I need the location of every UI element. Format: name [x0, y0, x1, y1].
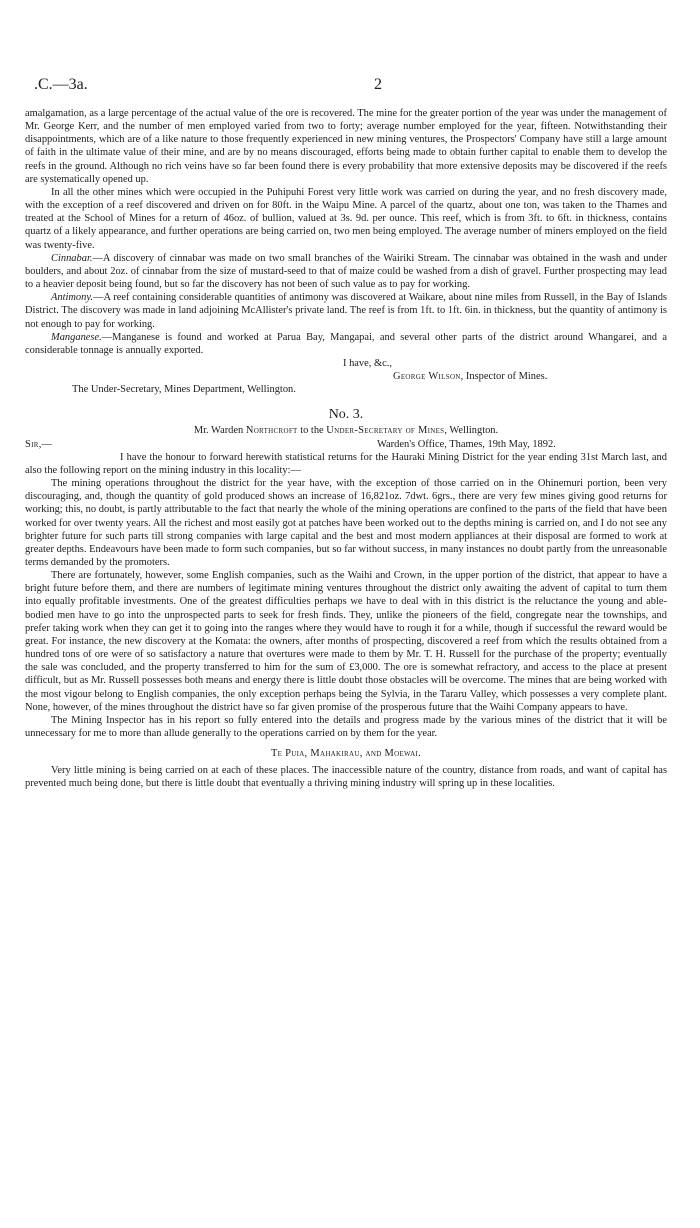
signature — [25, 370, 667, 383]
addressee: The Under-Secretary, Mines Department, Wellington. — [72, 384, 296, 396]
manganese-term: Manganese. — [51, 331, 102, 343]
page-number: 2 — [374, 76, 382, 93]
cinnabar-paragraph — [25, 252, 667, 291]
closing-line: I have, &c., — [343, 357, 392, 369]
paragraph: Very little mining is being carried on at each of these places. The inaccessible nature of the country, distance from roads, and want of capital has prevented much being done, but there is little doubt that eventually a thriving mining industry will spring up in these localities. — [25, 765, 667, 790]
paragraph: The Mining Inspector has in his report so fully entered into the details and progress made by the various mines of the district that it will be unnecessary for me to more than allude generally to the operations carried on by them for the year. — [25, 714, 667, 740]
antimony-paragraph — [25, 291, 667, 330]
antimony-term: Antimony. — [51, 292, 94, 304]
paragraph: There are fortunately, however, some English companies, such as the Waihi and Crown, in the upper portion of the district, that appear to have a bright future before them, and there are numbers of legitimate mining ventures throughout the district only awaiting the advent of capital to turn them into equally profitable investments. One of the greatest difficulties perhaps we have to deal with in this district is the reluctance the young and able-bodied men have to go into the unprospected parts to seek for fresh finds. They, unlike the pioneers of the field, congregate near the townships, and prefer taking work when they can get it to going into the ranges where they would have to rough it for a while, though if successful the reward would be great. For instance, the new discovery at the Komata: the owners, after months of prospecting, discovered a reef from which the results obtained from a hundred tons of ore were of so satisfactory a nature that overtures were made to them by Mr. T. H. Russell for the purchase of the property; eventually the sale was concluded, and the property transferred to him for the sum of £3,000. The ore is somewhat refractory, and access to the place at present difficult, but as Mr. Russell possesses both means and energy there is little doubt those obstacles will be overcome. The mines that are being worked with the most vigour belong to English companies, the only exception perhaps being the Sylvia, in the Tararu Valley, which possesses a very complete plant. None, however, of the mines throughout the district have so far given promise of the prosperous future that the Waihi Company appears to have. — [25, 570, 667, 713]
section-title — [25, 424, 667, 437]
manganese-text: —Manganese is found and worked at Parua Bay, Mangapai, and several other parts of the district around Whangarei, and a considerable tonnage is annually exported. — [25, 331, 667, 356]
signature-name: George Wilson — [393, 371, 461, 383]
subheading: Te Puia, Mahakirau, and Moewai. — [270, 748, 422, 760]
salutation-line — [25, 438, 667, 451]
salutation: Sir,— — [25, 438, 53, 450]
recipient-name: Under-Secretary of Mines — [326, 425, 445, 437]
paragraph: In all the other mines which were occupied in the Puhipuhi Forest very little work was carried on during the year, and no fresh discovery made, with the exception of a reef discovered and driven on for 80ft. in the Waipu Mine. A parcel of the quartz, about one ton, was taken to the Thames and treated at the School of Mines for a return of 46oz. of bullion, valued at 3s. 9d. per ounce. This reef, which is from 3ft. to 6ft. in thickness, contains quartz of a likely appearance, and further operations are being carried on, two men being employed. The average number of miners employed on the field was twenty-five. — [25, 186, 667, 251]
title-text: , Wellington. — [444, 425, 499, 437]
title-text: Mr. Warden — [193, 425, 246, 437]
cinnabar-text: —A discovery of cinnabar was made on two small branches of the Wairiki Stream. The cinnabar was obtained in the wash and under boulders, and about 2oz. of cinnabar from the size of mustard-seed to that of maize could be washed from a dish of gravel. Further prospecting may lead to a heavier deposit being found, but so far the discovery has not been of such value as to pay for working. — [25, 252, 667, 291]
paragraph: I have the honour to forward herewith statistical returns for the Hauraki Mining District for the year ending 31st March last, and also the following report on the mining industry in this locality:— — [25, 451, 667, 476]
page-header — [34, 76, 666, 98]
antimony-text: —A reef containing considerable quantities of antimony was discovered at Waikare, about nine miles from Russell, in the Bay of Islands District. The discovery was made in land adjoining McAllister's private land. The reef is from 1ft. to 1ft. 6in. in thickness, but the quantity of antimony is not enough to pay for working. — [25, 292, 667, 330]
section-number: No. 3. — [328, 407, 364, 423]
manganese-paragraph — [25, 331, 667, 357]
signature-title: , Inspector of Mines. — [460, 371, 548, 383]
title-text: to the — [297, 425, 327, 437]
document-body — [25, 107, 667, 791]
dateline: Warden's Office, Thames, 19th May, 1892. — [377, 438, 556, 450]
report-code: .C.—3a. — [34, 76, 88, 93]
cinnabar-term: Cinnabar. — [51, 252, 93, 264]
paragraph: The mining operations throughout the district for the year have, with the exception of those carried on in the Ohinemuri portion, been very discouraging, and, though the quantity of gold produced shows an increase of 16,821oz. 7dwt. 6grs., there are very few mines giving good returns for working; this, no doubt, is partly attributable to the fact that nearly the whole of the mining operations are confined to the parts of the field that have been worked for over twenty years. All the richest and most easily got at patches have been worked out to the depths mining is carried on, and I do not see any brighter future for such parts till strong companies with large capital and the best and most modern appliances at their disposal are formed to work at greater depths. Endeavours have been made to form such companies, but so far without success, in many instances no doubt partly from the unreasonable terms demanded by the promoters. — [25, 478, 667, 568]
warden-name: Northcroft — [245, 425, 298, 437]
paragraph: amalgamation, as a large percentage of the actual value of the ore is recovered. The mine for the greater portion of the year was under the management of Mr. George Kerr, and the number of men employed varied from two to forty; average number employed for the year, fifteen. Notwithstanding their disappointments, which are of a like nature to those frequently experienced in new mining ventures, the Prospectors' Company have still a large amount of faith in the ultimate value of their mine, and are by no means discouraged, efforts being made to obtain further capital to enable them to develop the reefs in the ground. Although no rich veins have so far been found there is every probability that more extensive deposits may be discovered if the reefs are systematically opened up. — [25, 108, 667, 185]
